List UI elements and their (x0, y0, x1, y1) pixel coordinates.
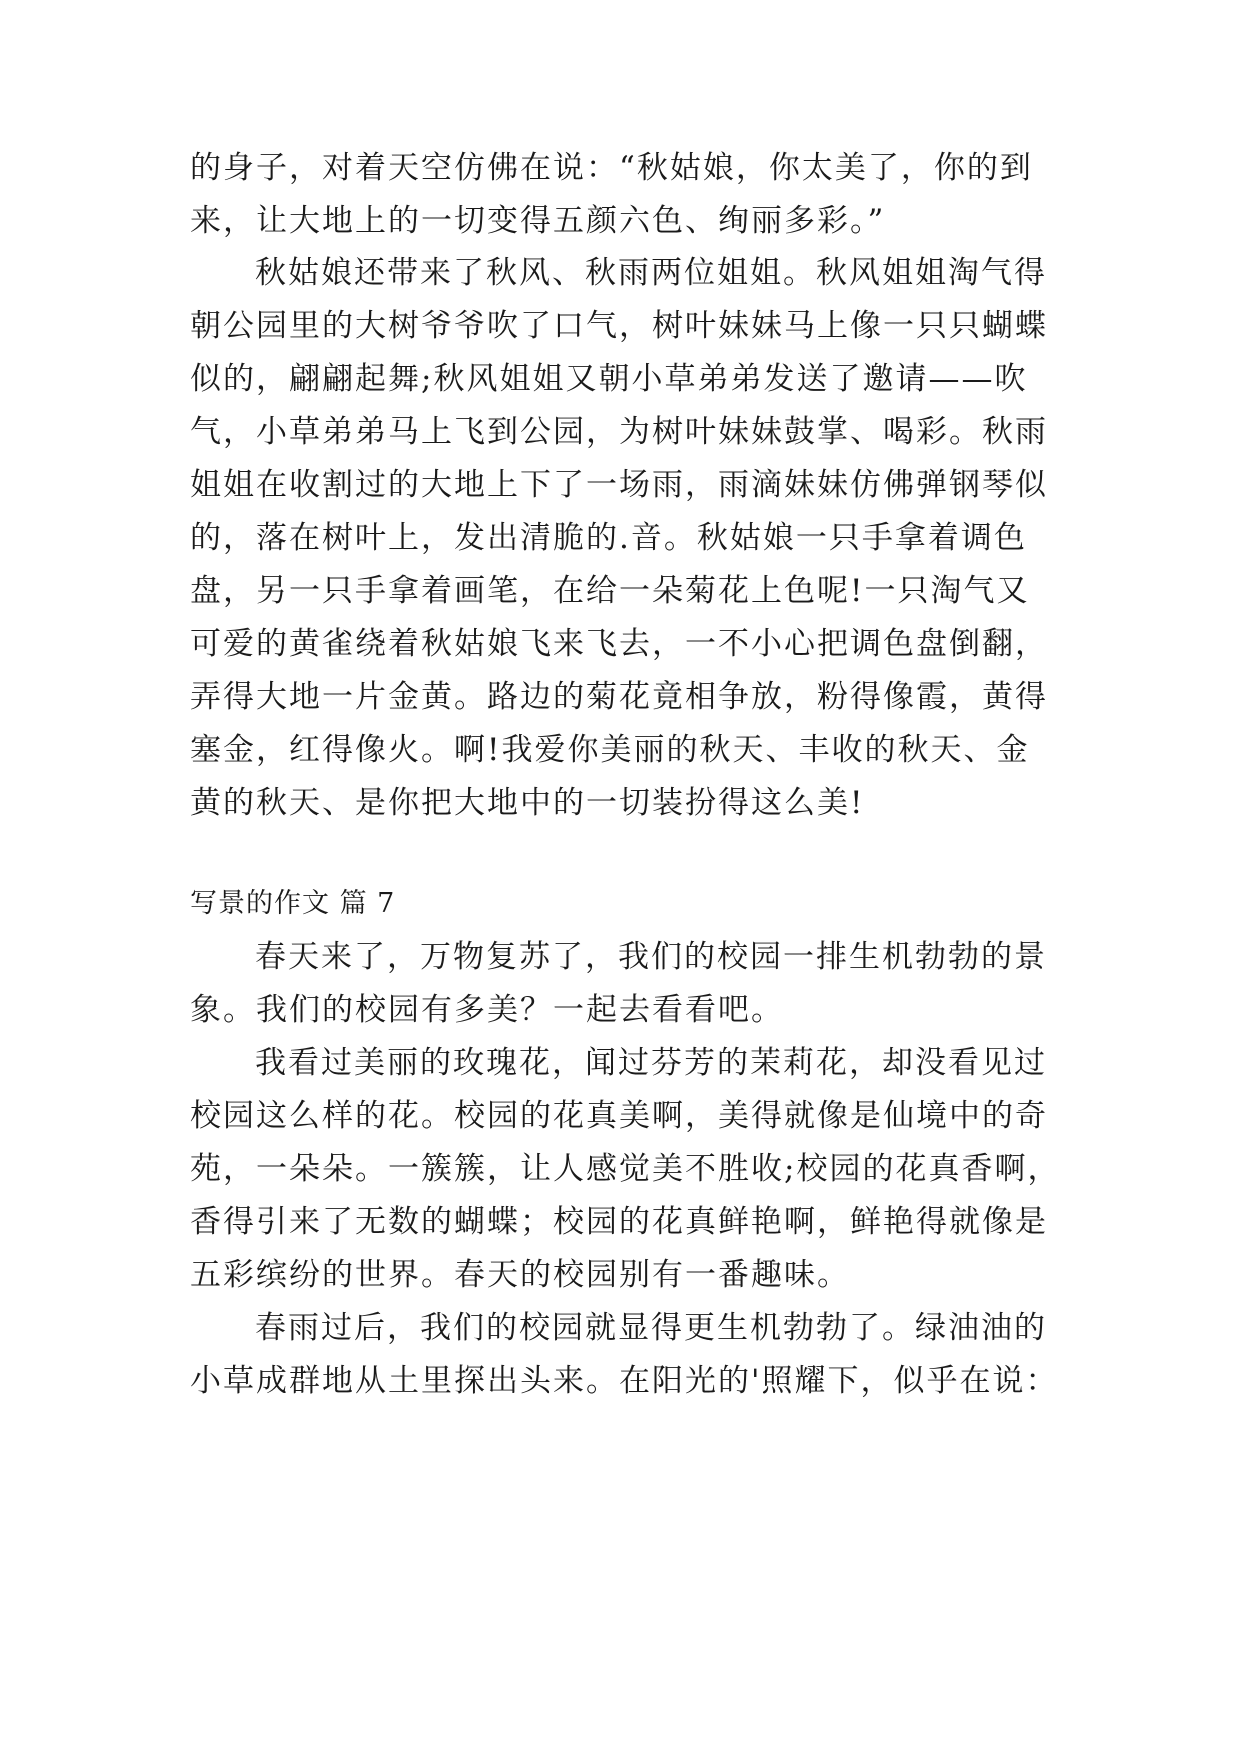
text-line: 塞金，红得像火。啊!我爱你美丽的秋天、丰收的秋天、金 (190, 732, 1030, 768)
text-line: 可爱的黄雀绕着秋姑娘飞来飞去，一不小心把调色盘倒翻， (190, 626, 1048, 662)
text-line: 朝公园里的大树爷爷吹了口气，树叶妹妹马上像一只只蝴蝶 (190, 308, 1048, 344)
text-line: 黄的秋天、是你把大地中的一切装扮得这么美! (190, 785, 865, 821)
paragraph-first-line: 我看过美丽的玫瑰花，闻过芬芳的茉莉花，却没看见过 (255, 1045, 1047, 1081)
text-line: 象。我们的校园有多美？一起去看看吧。 (190, 992, 784, 1028)
text-line: 气，小草弟弟马上飞到公园，为树叶妹妹鼓掌、喝彩。秋雨 (190, 414, 1048, 450)
text-line: 盘，另一只手拿着画笔，在给一朵菊花上色呢!一只淘气又 (190, 573, 1030, 609)
text-line: 来，让大地上的一切变得五颜六色、绚丽多彩。” (190, 203, 886, 239)
text-line: 香得引来了无数的蝴蝶；校园的花真鲜艳啊，鲜艳得就像是 (190, 1204, 1048, 1240)
text-line: 姐姐在收割过的大地上下了一场雨，雨滴妹妹仿佛弹钢琴似 (190, 467, 1048, 503)
text-line: 小草成群地从土里探出头来。在阳光的'照耀下，似乎在说： (190, 1363, 1059, 1399)
section-heading: 写景的作文 篇 7 (190, 888, 396, 919)
text-line: 苑，一朵朵。一簇簇，让人感觉美不胜收;校园的花真香啊， (190, 1151, 1061, 1187)
paragraph-first-line: 春天来了，万物复苏了，我们的校园一排生机勃勃的景 (255, 939, 1047, 975)
paragraph-first-line: 春雨过后，我们的校园就显得更生机勃勃了。绿油油的 (255, 1310, 1047, 1346)
text-line: 弄得大地一片金黄。路边的菊花竟相争放，粉得像霞，黄得 (190, 679, 1048, 715)
text-line: 五彩缤纷的世界。春天的校园别有一番趣味。 (190, 1257, 850, 1293)
text-line: 似的，翩翩起舞;秋风姐姐又朝小草弟弟发送了邀请——吹 (190, 361, 1028, 397)
paragraph-first-line: 秋姑娘还带来了秋风、秋雨两位姐姐。秋风姐姐淘气得 (255, 255, 1047, 291)
text-line: 的身子，对着天空仿佛在说：“秋姑娘，你太美了，你的到 (190, 150, 1033, 186)
text-line: 校园这么样的花。校园的花真美啊，美得就像是仙境中的奇 (190, 1098, 1048, 1134)
text-line: 的，落在树叶上，发出清脆的.音。秋姑娘一只手拿着调色 (190, 520, 1027, 556)
